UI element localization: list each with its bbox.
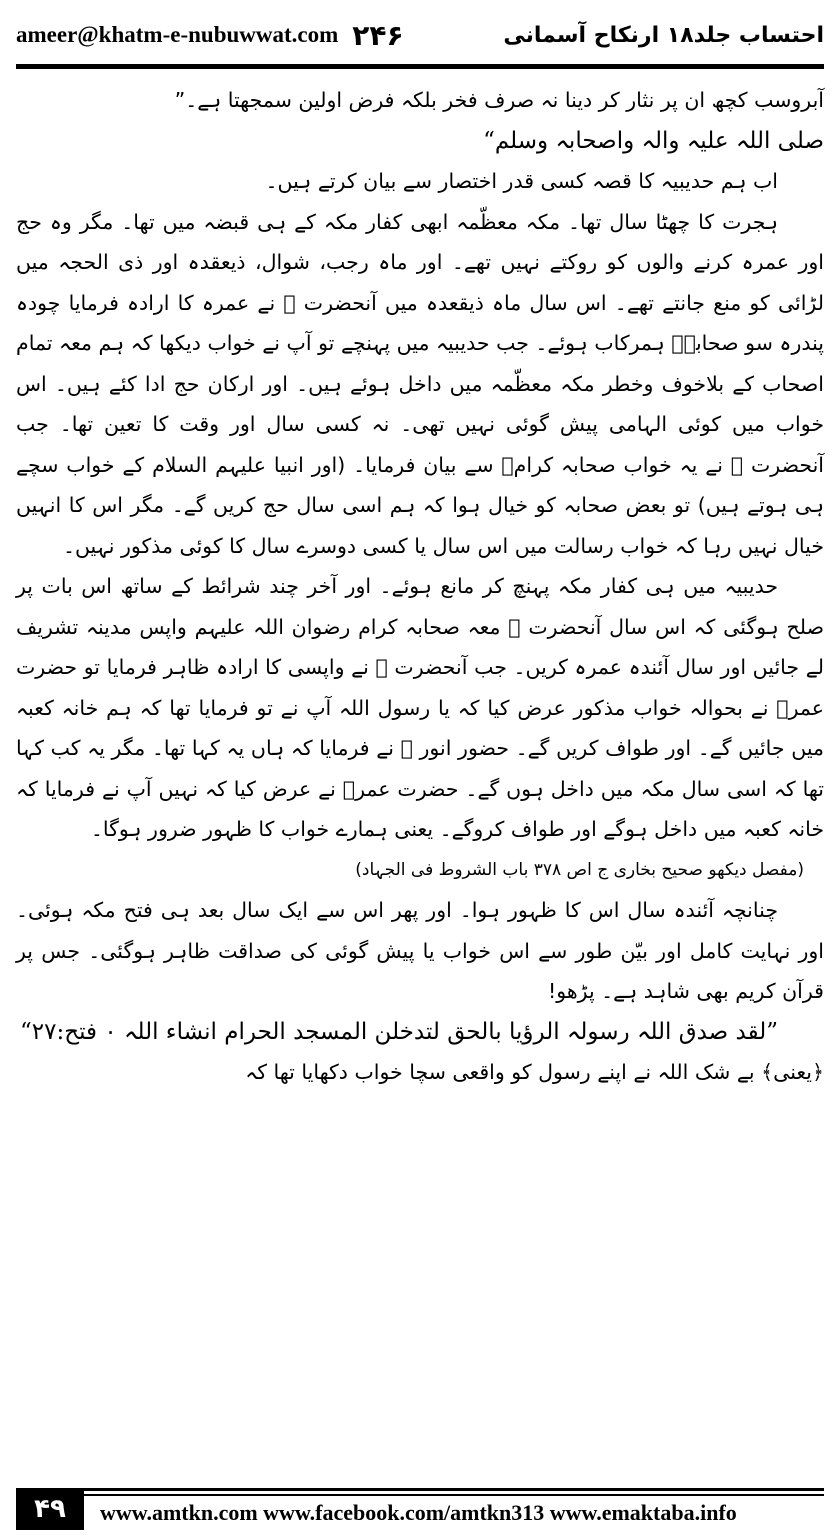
footer-rule-thick (84, 1488, 824, 1491)
footer-urls[interactable]: www.amtkn.com www.facebook.com/amtkn313 www.emaktaba.info (100, 1500, 737, 1525)
page-header (16, 14, 824, 56)
paragraph-fulfilment: چنانچہ آئندہ سال اس کا ظہور ہوا۔ اور پھر اس سے ایک سال بعد ہی فتح مکہ ہوئی۔ اور نہایت کامل اور بیّن طور سے اس خواب یا پیش گوئی کی صداقت ظاہر ہوگئی۔ جس پر قرآن کریم بھی شاہد ہے۔ پڑھو! (16, 898, 824, 1003)
paragraph-opening: آبروسب کچھ ان پر نثار کر دینا نہ صرف فخر بلکہ فرض اولین سمجھتا ہے۔” (174, 88, 824, 112)
quran-verse: ”لقد صدق اللہ رسولہ الرؤیا بالحق لتدخلن المسجد الحرام انشاء اللہ ۰ فتح:۲۷“ (20, 1018, 778, 1045)
paragraph-hijrat: ہجرت کا چھٹا سال تھا۔ مکہ معظّمہ ابھی کفار مکہ کے ہی قبضہ میں تھا۔ مگر وہ حج اور عمرہ کرنے والوں کو روکتے نہیں تھے۔ اور ماہ رجب، شوال، ذیعقدہ اور ذی الحجہ میں لڑائی کو منع جانتے تھے۔ اس سال ماہ ذیقعدہ میں آنحضرت ﷺ نے عمرہ کا ارادہ فرمایا چودہ پندرہ سو صحابہؓ ہمرکاب ہوئے۔ جب حدیبیہ میں پہنچے تو آپ نے خواب دیکھا کہ ہم معہ تمام اصحاب کے بلاخوف وخطر مکہ معظّمہ میں داخل ہوئے ہیں۔ اور ارکان حج ادا کئے ہیں۔ اس خواب میں کوئی الہامی پیش گوئی نہیں تھی۔ نہ کسی سال اور وقت کا تعین تھا۔ جب آنحضرت ﷺ نے یہ خواب صحابہ کرامؓ سے بیان فرمایا۔ (اور انبیا علیہم السلام کے خواب سچے ہی ہوتے ہیں) تو بعض صحابہ کو خیال ہوا کہ ہم اسی سال حج کریں گے۔ مگر اس کا انہیں خیال نہیں رہا کہ خواب رسالت میں اس سال یا کسی دوسرے سال کا کوئی مذکور نہیں۔ (16, 209, 824, 558)
header-email[interactable]: ameer@khatm-e-nubuwwat.com (16, 22, 339, 47)
header-left (16, 19, 404, 52)
header-rule (16, 64, 824, 69)
paragraph-translation: ﴿یعنی﴾ بے شک اللہ نے اپنے رسول کو واقعی سچا خواب دکھایا تھا کہ (245, 1060, 824, 1084)
page-body (16, 80, 824, 1093)
paragraph-intro: اب ہم حدیبیہ کا قصہ کسی قدر اختصار سے بیان کرتے ہیں۔ (265, 169, 778, 193)
reference-citation: (مفصل دیکھو صحیح بخاری ج اص ۳۷۸ باب الشروط فی الجہاد) (355, 859, 804, 880)
paragraph-hudaibiya: حدیبیہ میں ہی کفار مکہ پہنچ کر مانع ہوئے۔ اور آخر چند شرائط کے ساتھ اس بات پر صلح ہوگئی کہ اس سال آنحضرت ﷺ معہ صحابہ کرام رضوان اللہ علیہم واپس مدینہ تشریف لے جائیں اور سال آئندہ عمرہ کریں۔ جب آنحضرت ﷺ نے واپسی کا ارادہ ظاہر فرمایا تو حضرت عمرؓ نے بحوالہ خواب مذکور عرض کیا کہ یا رسول اللہ آپ نے تو فرمایا تھا کہ ہم خانہ کعبہ میں جائیں گے۔ اور طواف کریں گے۔ حضور انور ﷺ نے فرمایا کہ ہاں یہ کہا تھا۔ مگر یہ کب کہا تھا کہ اسی سال مکہ میں داخل ہوں گے۔ حضرت عمرؓ نے عرض کیا کہ نہیں آپ نے فرمایا کہ خانہ کعبہ میں داخل ہوگے اور طواف کروگے۔ یعنی ہمارے خواب کا ظہور ضرور ہوگا۔ (16, 574, 824, 841)
footer-rules (84, 1488, 824, 1496)
header-book-title: احتساب جلد۱۸ ارنکاح آسمانی (503, 22, 824, 48)
footer-rule-thin (84, 1494, 824, 1496)
page-footer (16, 1488, 824, 1530)
salutation: صلی اللہ علیہ والہ واصحابہ وسلم“ (483, 127, 824, 154)
footer-page-number: ۴۹ (16, 1488, 84, 1530)
header-page-number: ۲۴۶ (352, 18, 404, 52)
